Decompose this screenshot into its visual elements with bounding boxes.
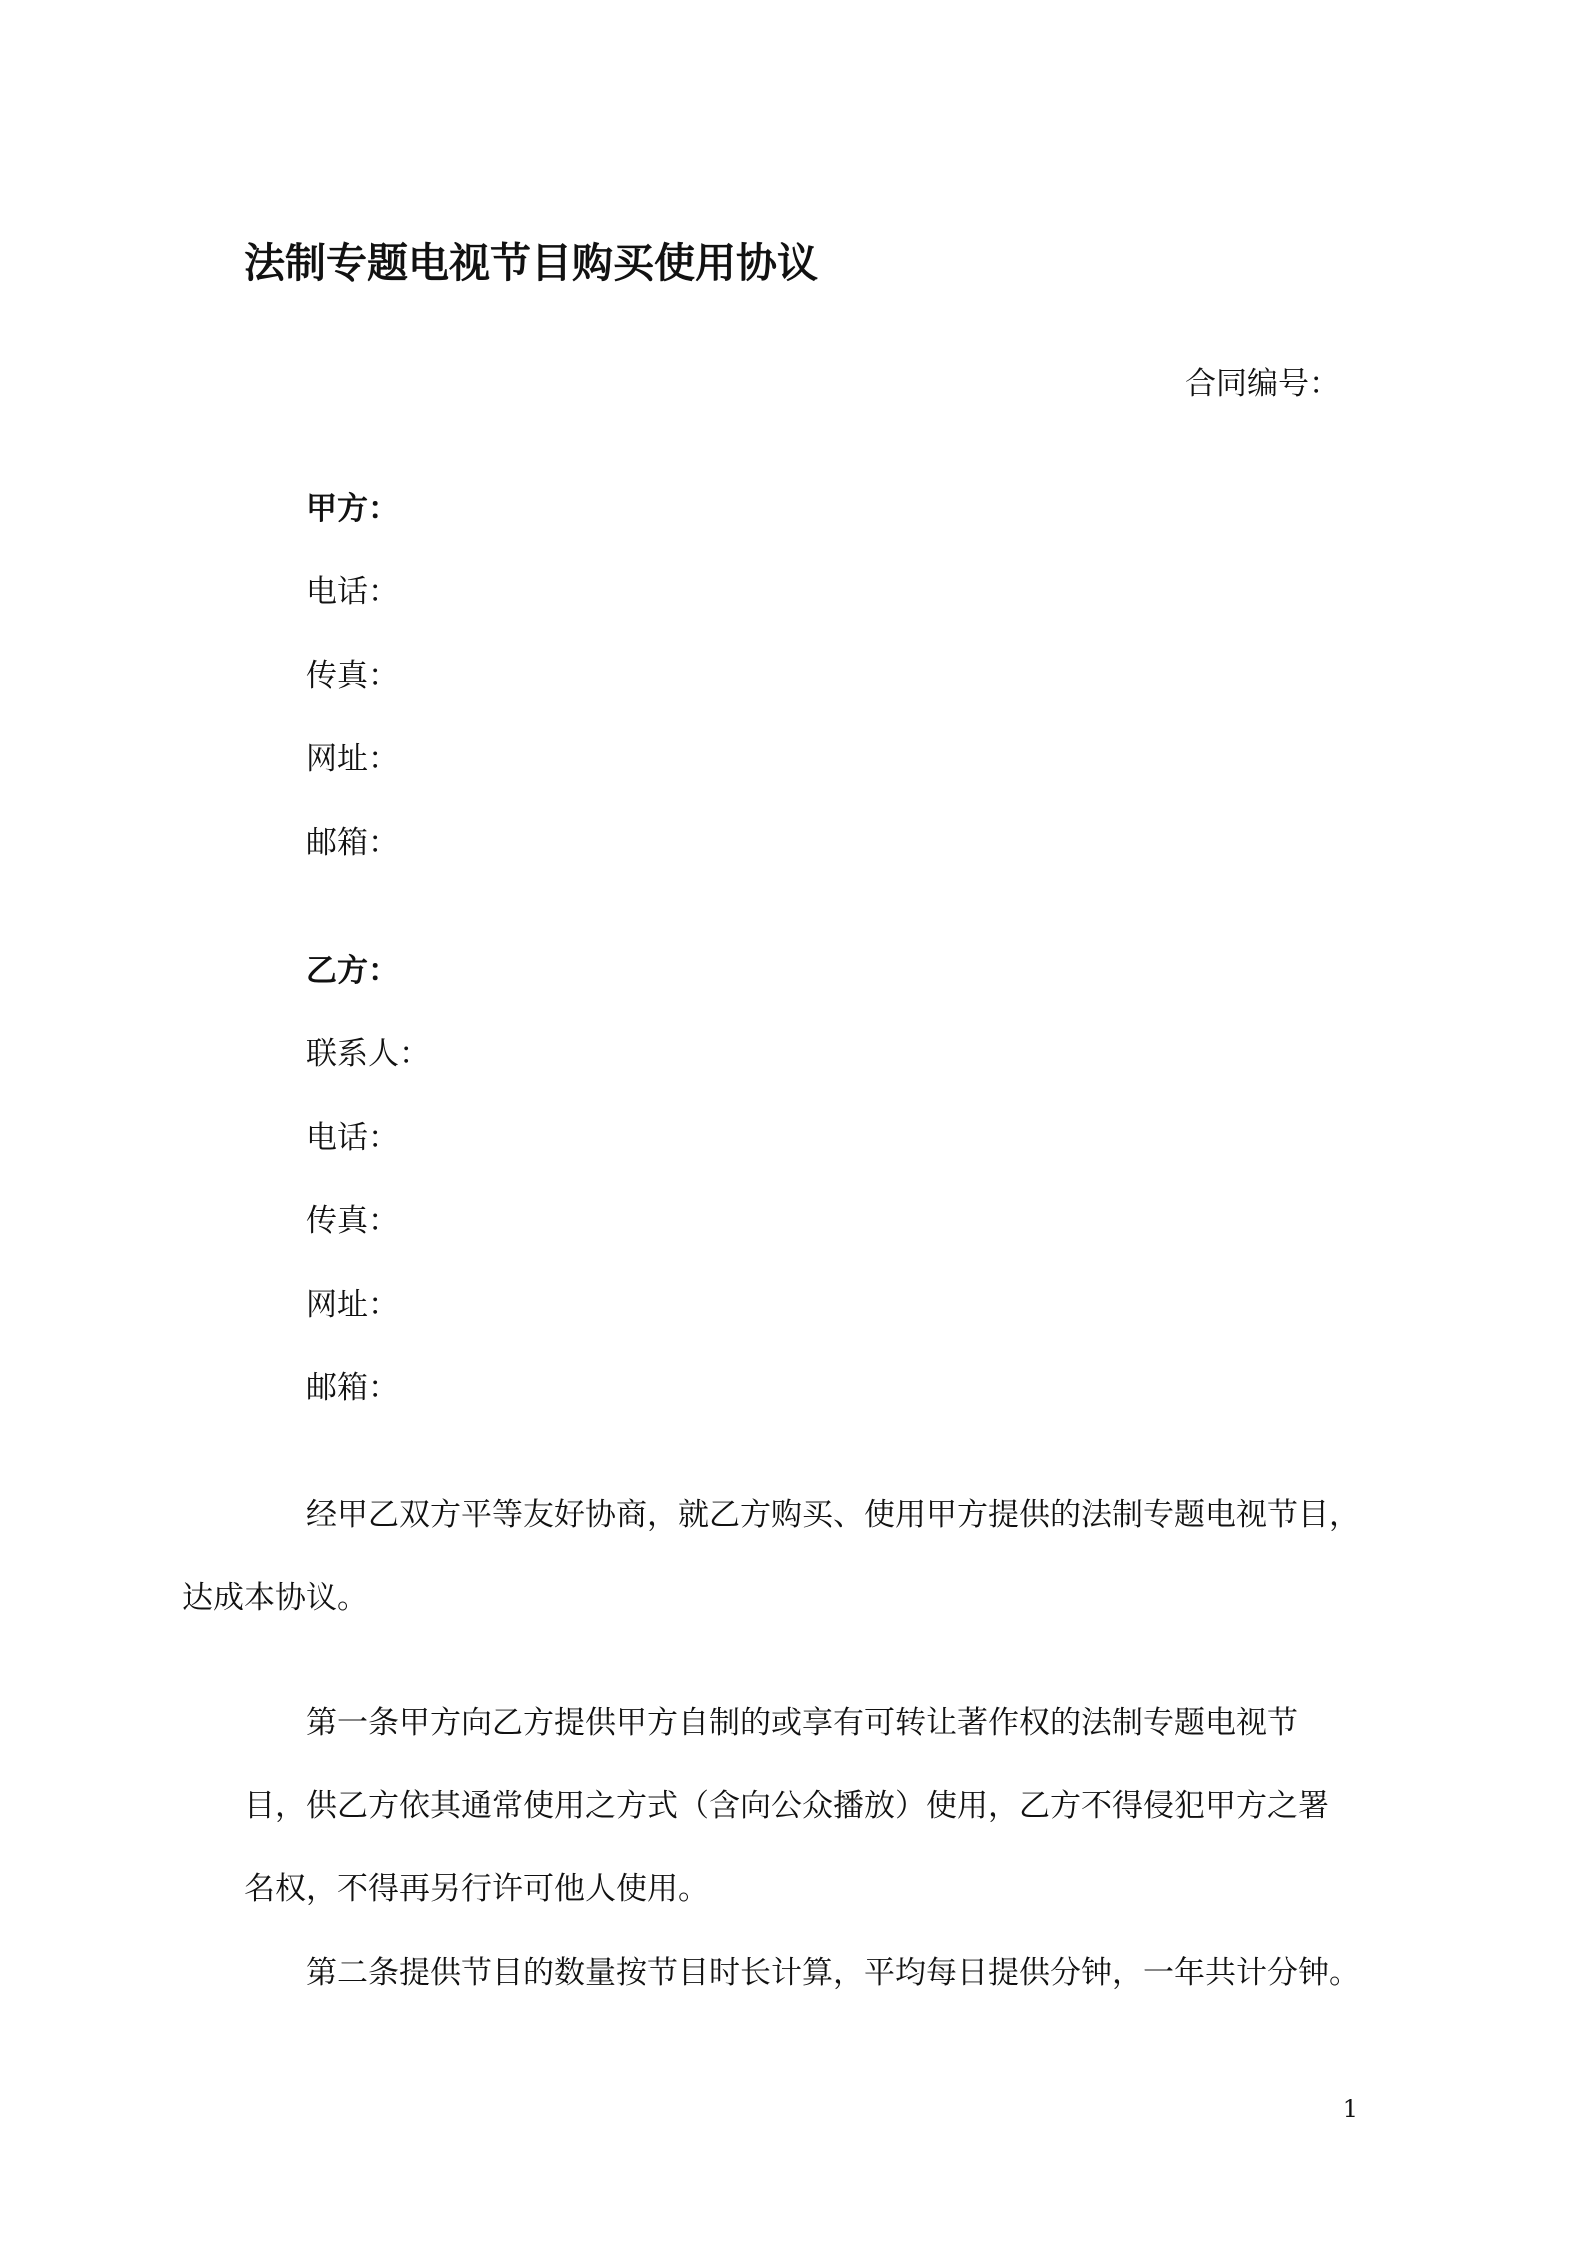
party-b-fax-label: 传真： — [306, 1203, 399, 1239]
article-1-line: 目，供乙方依其通常使用之方式（含向公众播放）使用，乙方不得侵犯甲方之署 — [244, 1788, 1329, 1824]
party-b-phone-label: 电话： — [306, 1120, 399, 1156]
article-1-line: 名权，不得再另行许可他人使用。 — [244, 1871, 709, 1907]
party-b-email-label: 邮箱： — [306, 1370, 399, 1406]
party-b-contact-label: 联系人： — [306, 1036, 430, 1072]
party-a-phone-label: 电话： — [306, 574, 399, 610]
party-a-fax-label: 传真： — [306, 658, 399, 694]
article-1-line: 第一条甲方向乙方提供甲方自制的或享有可转让著作权的法制专题电视节 — [306, 1705, 1298, 1741]
party-a-website-label: 网址： — [306, 741, 399, 777]
article-2-paragraph — [244, 1932, 1360, 2015]
party-b-heading: 乙方： — [306, 953, 399, 989]
intro-line: 经甲乙双方平等友好协商，就乙方购买、使用甲方提供的法制专题电视节目， — [306, 1497, 1360, 1533]
party-a-heading: 甲方： — [306, 491, 399, 527]
party-b-website-label: 网址： — [306, 1287, 399, 1323]
contract-number-label: 合同编号： — [1185, 366, 1340, 402]
article-2-line: 第二条提供节目的数量按节目时长计算，平均每日提供分钟，一年共计分钟。 — [306, 1955, 1360, 1991]
page-number: 1 — [1342, 2095, 1358, 2123]
article-1-paragraph — [244, 1682, 1356, 1931]
document-title: 法制专题电视节目购买使用协议 — [244, 239, 818, 287]
intro-paragraph — [182, 1474, 1360, 1640]
intro-line: 达成本协议。 — [182, 1580, 368, 1616]
party-a-email-label: 邮箱： — [306, 825, 399, 861]
